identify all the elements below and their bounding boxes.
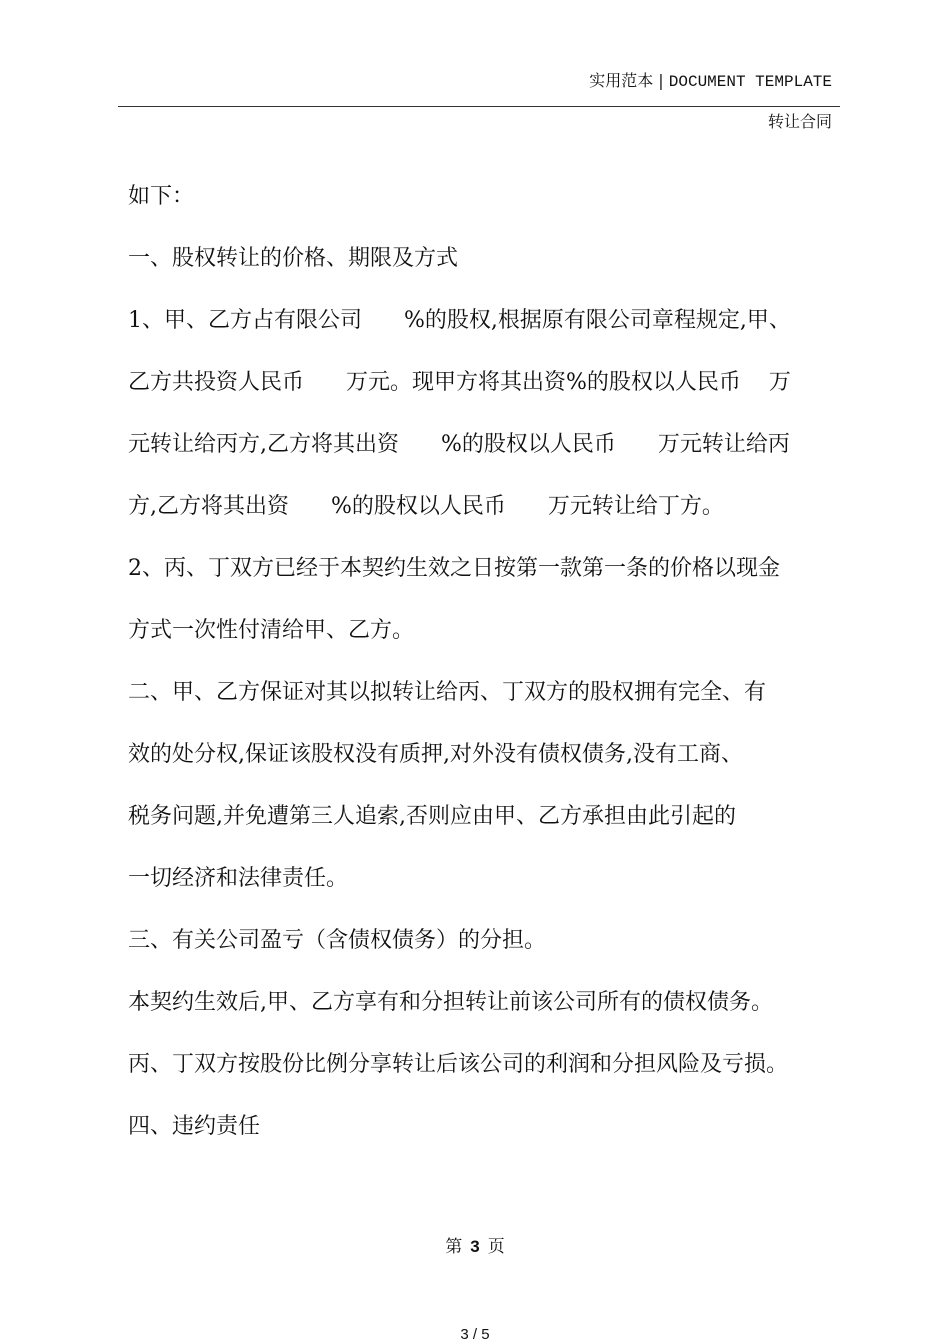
header-brand (589, 68, 832, 91)
body-line: 1、甲、乙方占有限公司 %的股权,根据原有限公司章程规定,甲、 (128, 308, 791, 333)
header-brand-cn: 实用范本 (589, 71, 654, 90)
body-line: 元转让给丙方,乙方将其出资 %的股权以人民币 万元转让给丙 (128, 432, 790, 457)
page-number: 3 (470, 1237, 480, 1256)
body-line: 本契约生效后,甲、乙方享有和分担转让前该公司所有的债权债务。 (128, 990, 773, 1015)
body-line: 方,乙方将其出资 %的股权以人民币 万元转让给丁方。 (128, 494, 724, 519)
body-line: 效的处分权,保证该股权没有质押,对外没有债权债务,没有工商、 (128, 742, 743, 767)
body-line: 一、股权转让的价格、期限及方式 (128, 246, 459, 271)
page-count: 3 / 5 (460, 1326, 490, 1343)
page-number-footer (0, 1232, 950, 1257)
header-divider (118, 106, 840, 107)
body-line: 四、违约责任 (128, 1114, 261, 1139)
body-line: 二、甲、乙方保证对其以拟转让给丙、丁双方的股权拥有完全、有 (128, 680, 767, 705)
body-line: 一切经济和法律责任。 (128, 866, 349, 891)
header-brand-en: DOCUMENT TEMPLATE (668, 73, 832, 91)
body-line: 方式一次性付清给甲、乙方。 (128, 618, 415, 643)
header-doc-title: 转让合同 (767, 112, 832, 131)
body-line: 丙、丁双方按股份比例分享转让后该公司的利润和分担风险及亏损。 (128, 1052, 789, 1077)
body-line: 乙方共投资人民币 万元。现甲方将其出资%的股权以人民币 万 (128, 370, 791, 395)
page-prefix: 第 (445, 1237, 463, 1257)
body-line: 三、有关公司盈亏（含债权债务）的分担。 (128, 928, 547, 953)
header-separator: | (653, 71, 669, 90)
page-suffix: 页 (487, 1237, 505, 1257)
body-line: 2、丙、丁双方已经于本契约生效之日按第一款第一条的价格以现金 (128, 556, 780, 581)
body-line: 税务问题,并免遭第三人追索,否则应由甲、乙方承担由此引起的 (128, 804, 736, 829)
body-line: 如下： (128, 184, 195, 209)
document-body (128, 166, 840, 1158)
